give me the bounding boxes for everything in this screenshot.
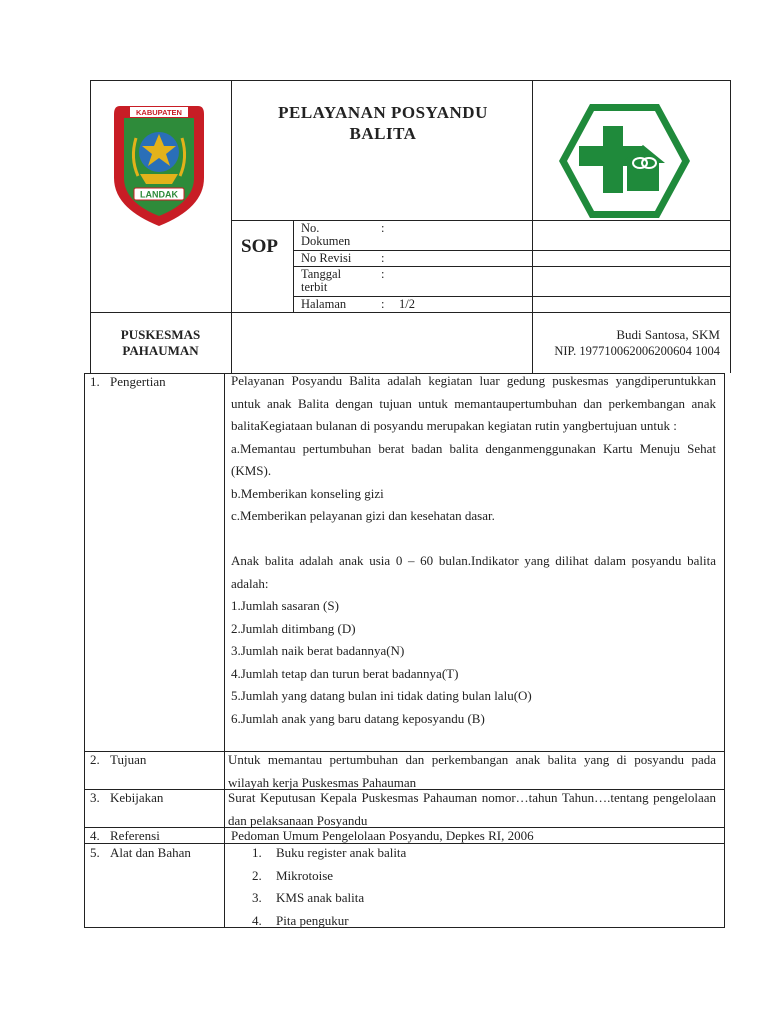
- list-number: 2.: [252, 867, 262, 883]
- row-label: Pengertian: [110, 374, 166, 389]
- row-number: 2.: [90, 752, 100, 767]
- referensi-text: Pedoman Umum Pengelolaan Posyandu, Depkes RI, 2006: [231, 828, 534, 843]
- emblem-bottom-text: LANDAK: [140, 189, 178, 200]
- paragraph: 6.Jumlah anak yang baru datang keposyandu (B): [231, 710, 485, 726]
- paragraph: Anak balita adalah anak usia 0 – 60 bulan.Indikator yang dilihat dalam posyandu balita adalah:: [231, 553, 716, 591]
- row-kebijakan-label: [90, 790, 163, 806]
- alat-bahan-list: [252, 842, 692, 932]
- row-number: 3.: [90, 790, 100, 805]
- kebijakan-text: Surat Keputusan Kepala Puskesmas Pahauman nomor…tahun Tahun….tentang pengelolaan dan pelaksanaan Posyandu: [228, 790, 716, 828]
- paragraph: 5.Jumlah yang datang bulan ini tidak dating bulan lalu(O): [231, 688, 532, 703]
- paragraph: 2.Jumlah ditimbang (D): [231, 620, 356, 636]
- puskesmas-logo-icon: [557, 101, 692, 221]
- paragraph: c.Memberikan pelayanan gizi dan kesehatan dasar.: [231, 508, 495, 523]
- list-text: Pita pengukur: [276, 912, 349, 928]
- meta-halaman: Halaman: [301, 297, 347, 311]
- list-text: Buku register anak balita: [276, 845, 407, 860]
- list-item: [252, 887, 692, 910]
- sop-label: SOP: [241, 236, 278, 257]
- paragraph: 4.Jumlah tetap dan turun berat badannya(T): [231, 665, 459, 681]
- row-label: Kebijakan: [110, 790, 164, 805]
- meta-no-dokumen: [301, 222, 361, 248]
- pengertian-text: [231, 370, 716, 730]
- paragraph: 3.Jumlah naik berat badannya(N): [231, 643, 405, 658]
- meta-sep: :: [381, 221, 385, 235]
- tujuan-text: Untuk memantau pertumbuhan dan perkembangan anak balita yang di posyandu pada wilayah kerja Puskesmas Pahauman: [228, 752, 716, 790]
- list-text: Mikrotoise: [276, 867, 334, 883]
- row-number: 1.: [90, 374, 100, 389]
- paragraph: b.Memberikan konseling gizi: [231, 485, 384, 501]
- paragraph: 1.Jumlah sasaran (S): [231, 598, 339, 613]
- list-item: [252, 865, 692, 888]
- paragraph-spacer: [231, 528, 716, 551]
- signer-block: [534, 327, 720, 359]
- list-item: [252, 910, 692, 933]
- row-label: Tujuan: [110, 752, 147, 767]
- row-label: Referensi: [110, 828, 160, 843]
- row-label: Alat dan Bahan: [110, 845, 191, 860]
- signer-nip: NIP. 197710062006200604 1004: [554, 344, 720, 358]
- document-title: PELAYANAN POSYANDU BALITA: [278, 103, 488, 143]
- list-number: 1.: [252, 845, 262, 860]
- puskesmas-name: PUSKESMAS PAHAUMAN: [120, 327, 201, 358]
- list-number: 3.: [252, 890, 262, 905]
- list-text: KMS anak balita: [276, 890, 365, 905]
- meta-sep: :: [381, 251, 385, 265]
- meta-no-revisi: No Revisi: [301, 251, 352, 265]
- meta-sep: :: [381, 297, 385, 311]
- row-tujuan-label: [90, 752, 146, 768]
- emblem-top-text: KABUPATEN: [136, 108, 182, 117]
- signer-name: Budi Santosa, SKM: [616, 327, 720, 342]
- meta-halaman-value: 1/2: [399, 297, 415, 311]
- kabupaten-landak-emblem-icon: [112, 100, 206, 230]
- meta-label: No. Dokumen: [301, 221, 351, 248]
- list-number: 4.: [252, 912, 262, 928]
- paragraph: Pelayanan Posyandu Balita adalah kegiatan luar gedung puskesmas yangdiperuntukkan untuk anak Balita dengan tujuan untuk memantaupertumbuhan dan perkembangan anak balitaKegiataan bulanan di posyandu merupakan kegiatan rutin yangbertujuan untuk :: [231, 373, 716, 433]
- row-alat-bahan-label: [90, 845, 191, 861]
- row-referensi-label: [90, 828, 160, 844]
- meta-sep: :: [381, 267, 385, 281]
- row-number: 5.: [90, 845, 100, 860]
- list-item: [252, 842, 692, 865]
- paragraph: a.Memantau pertumbuhan berat badan balita denganmenggunakan Kartu Menuju Sehat (KMS).: [231, 440, 716, 478]
- row-pengertian-label: [90, 374, 166, 390]
- row-number: 4.: [90, 828, 100, 843]
- meta-tanggal-terbit: Tanggal terbit: [301, 267, 342, 294]
